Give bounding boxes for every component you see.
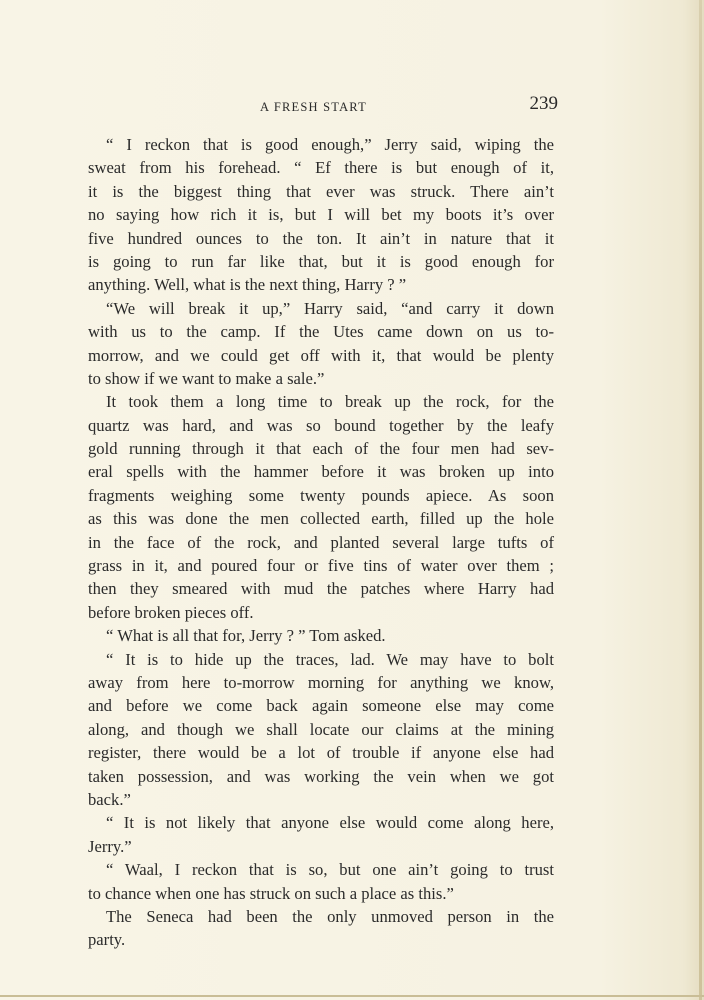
text-line: register, there would be a lot of trouble if anyone else had (88, 743, 554, 763)
text-line: gold running through it that each of the four men had sev- (88, 439, 554, 459)
text-line: then they smeared with mud the patches where Harry had (88, 579, 554, 599)
text-line: It took them a long time to break up the rock, for the (106, 392, 554, 412)
text-line: Jerry.” (88, 836, 132, 856)
running-head: A FRESH START (260, 100, 367, 114)
text-line: no saying how rich it is, but I will bet my boots it’s over (88, 205, 554, 225)
text-line: fragments weighing some twenty pounds apiece. As soon (88, 485, 554, 505)
text-line: with us to the camp. If the Utes came down on us to- (88, 322, 554, 342)
text-line: along, and though we shall locate our claims at the mining (88, 719, 554, 739)
text-line: back.” (88, 789, 131, 809)
text-line: it is the biggest thing that ever was struck. There ain’t (88, 181, 554, 201)
body-text (88, 133, 554, 952)
text-line: away from here to-morrow morning for anything we know, (88, 672, 554, 692)
page-edge-bottom (0, 995, 704, 997)
text-line: morrow, and we could get off with it, that would be plenty (88, 345, 554, 365)
page-number: 239 (529, 93, 558, 114)
text-line: anything. Well, what is the next thing, Harry ? ” (88, 275, 407, 295)
text-line: sweat from his forehead. “ Ef there is but enough of it, (88, 158, 554, 178)
text-line: “ It is not likely that anyone else would come along here, (106, 813, 554, 833)
text-line: taken possession, and was working the vein when we got (88, 766, 554, 786)
text-line: “ Waal, I reckon that is so, but one ain’t going to trust (106, 860, 554, 880)
text-line: as this was done the men collected earth, filled up the hole (88, 509, 554, 529)
text-line: to show if we want to make a sale.” (88, 368, 325, 388)
text-line: “ It is to hide up the traces, lad. We may have to bolt (106, 649, 554, 669)
page-edge-right (699, 0, 702, 1000)
text-line: party. (88, 930, 126, 950)
text-line: grass in it, and poured four or five tins of water over them ; (88, 556, 554, 576)
text-line: “ I reckon that is good enough,” Jerry said, wiping the (106, 135, 554, 154)
text-line: eral spells with the hammer before it was broken up into (88, 462, 554, 482)
text-line: before broken pieces off. (88, 602, 254, 622)
text-line: “We will break it up,” Harry said, “and carry it down (106, 298, 554, 318)
page-header (88, 92, 556, 122)
text-line: “ What is all that for, Jerry ? ” Tom asked. (106, 626, 386, 646)
text-line: five hundred ounces to the ton. It ain’t in nature that it (88, 228, 554, 248)
text-line: is going to run far like that, but it is good enough for (88, 251, 554, 271)
text-line: in the face of the rock, and planted several large tufts of (88, 532, 554, 552)
text-line: quartz was hard, and was so bound together by the leafy (88, 415, 554, 435)
text-line: to chance when one has struck on such a place as this.” (88, 883, 454, 903)
text-line: The Seneca had been the only unmoved person in the (106, 906, 554, 926)
text-line: and before we come back again someone else may come (88, 696, 554, 716)
